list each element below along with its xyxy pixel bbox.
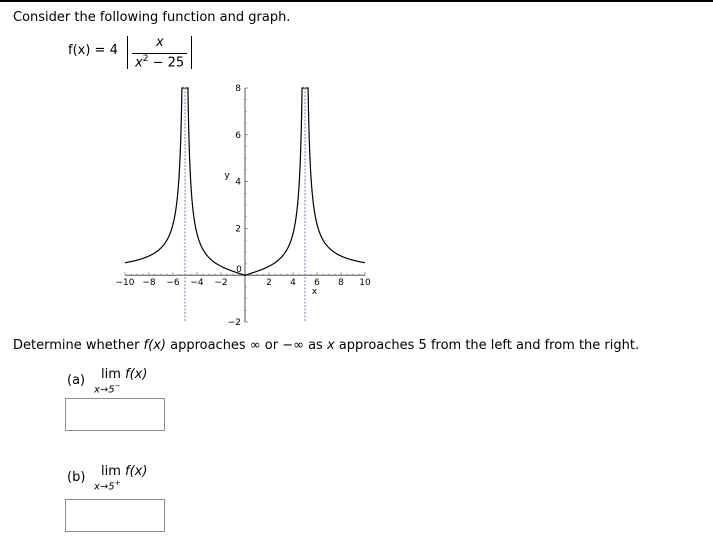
answer-b-input[interactable] [65,499,165,532]
part-a-subscript: x→5− [94,382,121,396]
x-tick-label: −8 [142,278,156,289]
top-border [0,0,713,2]
x-axis-label: x [311,287,318,298]
y-tick-label: −2 [227,318,241,328]
x-tick-label: 8 [338,278,344,289]
x-tick-label: −10 [115,278,135,289]
y-axis-label: y [224,171,230,182]
formula-lhs: f(x) = 4 [68,43,118,58]
y-tick-label: 8 [235,84,241,94]
axes-layer [125,88,365,322]
x-tick-label: 0 [236,265,242,276]
y-tick-label: 2 [235,224,241,235]
formula-denominator: $x^2 - 25$ [135,54,185,71]
question-text: Determine whether f(x) approaches ∞ or −∞ as x approaches 5 from the left and from the right. [13,338,640,353]
abs-bar-left [127,36,128,69]
answer-a-input[interactable] [65,398,165,431]
part-b-limit: lim f(x) [101,464,148,479]
x-tick-label: −6 [166,278,180,289]
x-tick-label: 10 [359,278,371,289]
curve-segment-1 [125,88,184,263]
part-b-tag: (b) [67,470,86,485]
function-graph [115,80,375,330]
y-tick-label: 4 [235,177,241,188]
formula-numerator: x [156,35,164,50]
y-tick-label: 6 [235,130,241,141]
abs-bar-right [191,36,192,69]
curve-segment-3 [306,88,365,263]
part-a-limit: lim f(x) [101,367,148,382]
x-tick-label: 4 [290,278,296,289]
part-a-tag: (a) [67,373,86,388]
intro-text: Consider the following function and graph. [13,10,291,25]
x-tick-label: 2 [266,278,272,289]
x-tick-label: −2 [214,278,228,289]
x-tick-label: −4 [190,278,204,289]
tick-labels-layer [116,84,371,328]
x-tick-label: 6 [314,278,320,289]
part-b-subscript: x→5+ [94,479,121,493]
